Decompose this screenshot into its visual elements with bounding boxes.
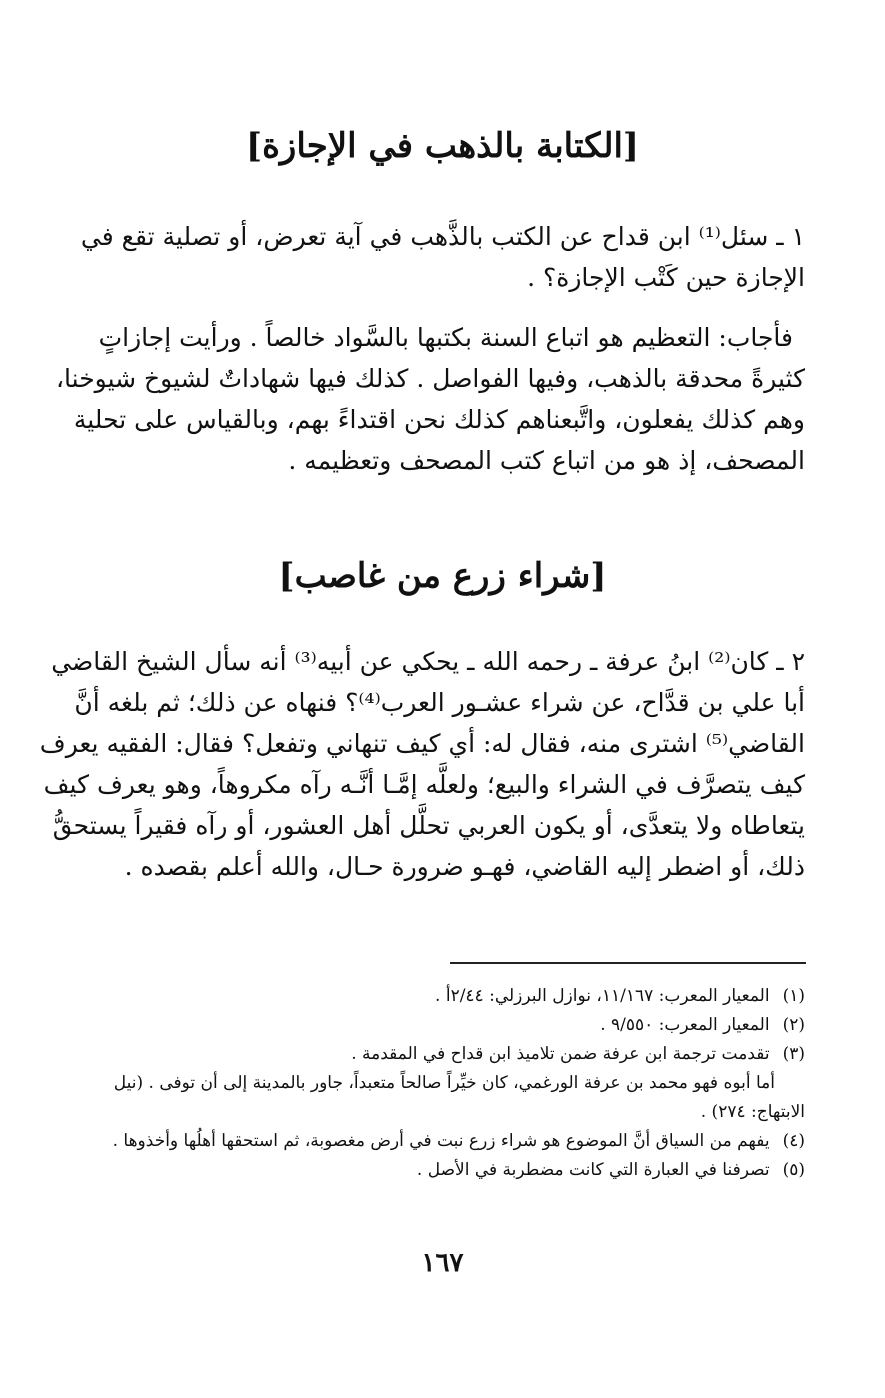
page-number: ١٦٧ [421,1248,464,1278]
footnote-3: (٣) تقدمت ترجمة ابن عرفة ضمن تلاميذ ابن قداح في المقدمة . [351,1044,805,1064]
footnote-3-continued: أما أبوه فهو محمد بن عرفة الورغمي، كان خيِّراً صالحاً متعبداً، جاور بالمدينة إلى أن توفى . (نيل [113,1073,775,1093]
footnotes [108,982,805,1185]
text-line: وهم كذلك يفعلون، واتَّبعناهم كذلك نحن اقتداءً بهم، وبالقياس على تحلية [73,405,805,434]
paragraph-question-1 [80,216,805,298]
section-heading-gold-writing: [الكتابة بالذهب في الإجازة] [246,126,639,166]
text-line: المصحف، إذ هو من اتباع كتب المصحف وتعظيمه . [288,446,805,475]
footnote-1: (١) المعيار المعرب: ١١/١٦٧، نوازل البرزلي: ٢/٤٤أ . [435,986,805,1006]
paragraph-answer-1 [55,317,805,481]
text-line: القاضي⁽⁵⁾ اشترى منه، فقال له: أي كيف تنهاني وتفعل؟ فقال: الفقيه يعرف [39,729,805,758]
text-line: الإجازة حين كَتْب الإجازة؟ . [527,263,805,292]
text-line: ذلك، أو اضطر إليه القاضي، فهـو ضرورة حـال، والله أعلم بقصده . [124,852,805,881]
footnote-5: (٥) تصرفنا في العبارة التي كانت مضطربة في الأصل . [416,1160,805,1180]
text-line: كثيرةً محدقة بالذهب، وفيها الفواصل . كذلك فيها شهاداتٌ لشيوخ شيوخنا، [55,364,805,393]
text-line: أبا علي بن قدَّاح، عن شراء عشـور العرب⁽⁴⁾؟ فنهاه عن ذلك؛ ثم بلغه أنَّ [74,688,805,717]
text-line: فأجاب: التعظيم هو اتباع السنة بكتبها بالسَّواد خالصاً . ورأيت إجازاتٍ [98,323,793,352]
text-line: كيف يتصرَّف في الشراء والبيع؛ ولعلَّه إمَّـا أنَّـه رآه مكروهاً، وهو يعرف كيف [43,770,805,799]
paragraph-question-2 [39,641,805,887]
footnote-divider [450,962,806,964]
footnote-2: (٢) المعيار المعرب: ٩/٥٥٠ . [600,1015,805,1035]
text-line: ٢ ـ كان⁽²⁾ ابنُ عرفة ـ رحمه الله ـ يحكي عن أبيه⁽³⁾ أنه سأل الشيخ القاضي [51,647,805,676]
text-line: ١ ـ سئل⁽¹⁾ ابن قداح عن الكتب بالذَّهب في آية تعرض، أو تصلية تقع في [80,222,805,251]
text-line: يتعاطاه ولا يتعدَّى، أو يكون العربي تحلَّل أهل العشور، أو رآه فقيراً يستحقُّ [52,811,805,840]
section-heading-buying-crops: [شراء زرع من غاصب] [278,556,607,596]
footnote-3-continued: الابتهاج: ٢٧٤) . [700,1102,805,1122]
footnote-4: (٤) يفهم من السياق أنَّ الموضوع هو شراء زرع نبت في أرض مغصوبة، ثم استحقها أهلُها وأخذوها . [112,1131,805,1151]
